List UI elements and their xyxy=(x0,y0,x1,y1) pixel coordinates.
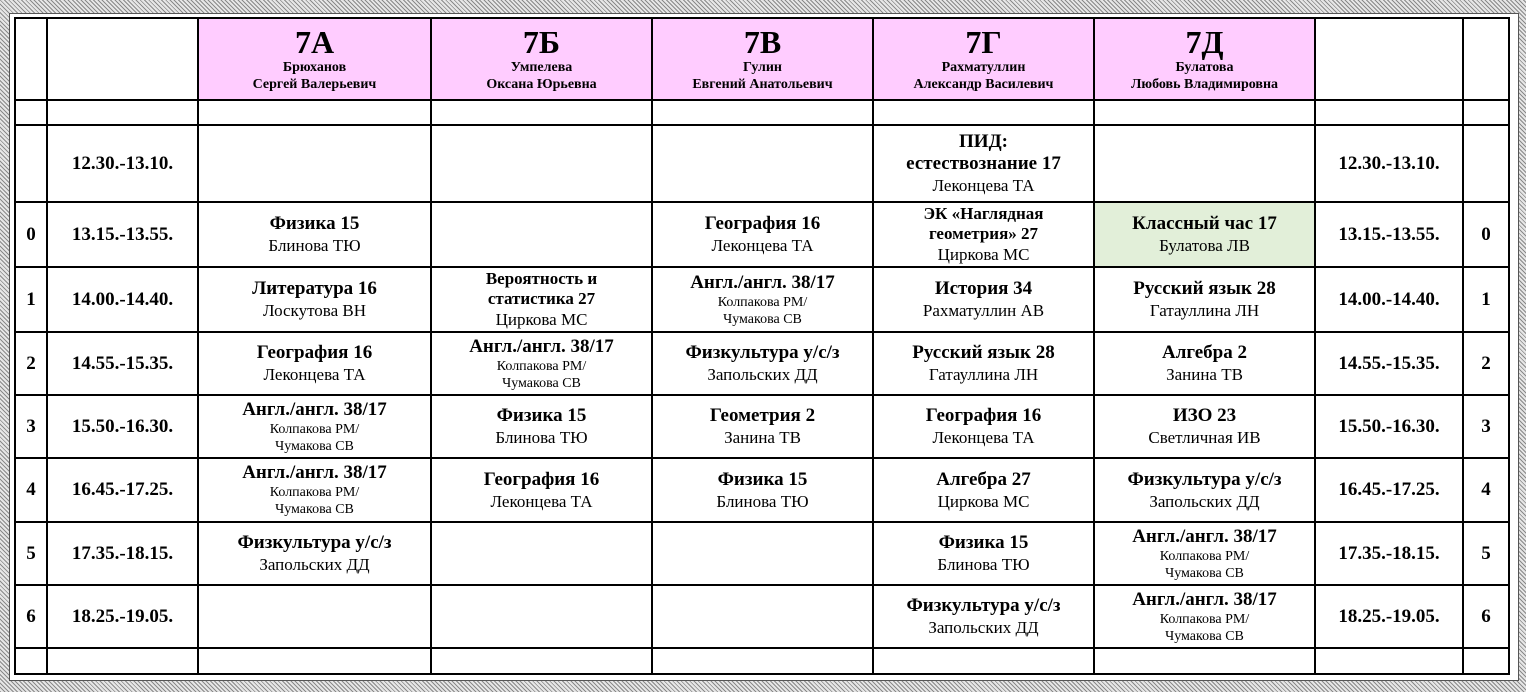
lesson-cell xyxy=(1094,458,1315,522)
teacher-name: Леконцева ТА xyxy=(932,428,1035,447)
lesson-cell xyxy=(431,202,652,267)
lesson-time-right: 14.55.-15.35. xyxy=(1315,332,1463,395)
subject-name: Англ./англ. 38/17 xyxy=(1132,588,1277,610)
class-header-7d xyxy=(1094,18,1315,100)
lesson-time-right: 12.30.-13.10. xyxy=(1315,125,1463,202)
lesson-cell xyxy=(431,267,652,332)
lesson-time-right: 15.50.-16.30. xyxy=(1315,395,1463,458)
lesson-number: 2 xyxy=(15,332,47,395)
class-teacher-surname: Рахматуллин xyxy=(941,60,1026,75)
class-header-7b xyxy=(431,18,652,100)
lesson-number-right xyxy=(1463,125,1509,202)
subject-name: Геометрия 2 xyxy=(709,405,816,426)
teacher-name: Блинова ТЮ xyxy=(716,491,809,511)
teacher-name-2: Чумакова СВ xyxy=(502,375,581,391)
lesson-time-right: 17.35.-18.15. xyxy=(1315,522,1463,585)
subject-name: Алгебра 2 xyxy=(1161,342,1247,363)
class-teacher-surname: Умпелева xyxy=(510,60,573,75)
lesson-cell xyxy=(652,522,873,585)
teacher-name: Колпакова РМ/ xyxy=(269,421,360,437)
subject-name: Англ./англ. 38/17 xyxy=(1132,525,1277,547)
teacher-name: Запольских ДД xyxy=(928,618,1039,637)
lesson-number: 4 xyxy=(15,458,47,522)
subject-name-cont: статистика 27 xyxy=(487,289,596,308)
lesson-time: 14.00.-14.40. xyxy=(47,267,198,332)
class-teacher-surname: Гулин xyxy=(742,60,782,75)
class-header-7a xyxy=(198,18,431,100)
class-code: 7Д xyxy=(1185,24,1224,60)
teacher-name: Колпакова РМ/ xyxy=(1159,611,1250,627)
subject-name: Физика 15 xyxy=(269,213,360,234)
lesson-cell xyxy=(198,332,431,395)
teacher-name: Леконцева ТА xyxy=(711,236,814,255)
lesson-row xyxy=(15,522,1509,585)
header-corner-num xyxy=(15,18,47,100)
lesson-number: 0 xyxy=(15,202,47,267)
subject-name: Физика 15 xyxy=(938,532,1029,553)
header-corner-num-right xyxy=(1463,18,1509,100)
subject-name: ИЗО 23 xyxy=(1172,405,1237,426)
lesson-cell xyxy=(1094,125,1315,202)
subject-name: Физика 15 xyxy=(717,468,808,490)
lesson-number-right: 3 xyxy=(1463,395,1509,458)
lesson-cell xyxy=(873,125,1094,202)
subject-name: Классный час 17 xyxy=(1132,213,1277,234)
teacher-name: Колпакова РМ/ xyxy=(717,294,808,310)
teacher-name-2: Чумакова СВ xyxy=(1165,628,1244,644)
lesson-number-right: 0 xyxy=(1463,202,1509,267)
lesson-number: 1 xyxy=(15,267,47,332)
lesson-number-right: 2 xyxy=(1463,332,1509,395)
teacher-name: Гатауллина ЛН xyxy=(928,365,1039,384)
teacher-name: Рахматуллин АВ xyxy=(922,301,1045,320)
subject-name-cont: естествознание 17 xyxy=(906,153,1061,174)
lesson-cell xyxy=(873,202,1094,267)
lesson-time: 15.50.-16.30. xyxy=(47,395,198,458)
header-row xyxy=(15,18,1509,100)
lesson-cell xyxy=(431,332,652,395)
lesson-time: 13.15.-13.55. xyxy=(47,202,198,267)
subject-name: Физкультура у/с/з xyxy=(237,532,392,553)
teacher-name: Циркова МС xyxy=(937,491,1030,511)
lesson-time-right: 14.00.-14.40. xyxy=(1315,267,1463,332)
teacher-name: Гатауллина ЛН xyxy=(1149,301,1260,320)
subject-name: География 16 xyxy=(483,468,600,490)
lesson-time-right: 13.15.-13.55. xyxy=(1315,202,1463,267)
class-teacher-surname: Булатова xyxy=(1175,60,1234,75)
header-corner-time xyxy=(47,18,198,100)
subject-name: Англ./англ. 38/17 xyxy=(242,462,387,483)
lesson-cell xyxy=(198,202,431,267)
subject-name: География 16 xyxy=(704,213,821,234)
subject-name: Русский язык 28 xyxy=(912,342,1055,363)
teacher-name-2: Чумакова СВ xyxy=(275,438,354,454)
lesson-number-right: 5 xyxy=(1463,522,1509,585)
schedule-table xyxy=(14,17,1510,675)
lesson-cell xyxy=(652,125,873,202)
teacher-name-2: Чумакова СВ xyxy=(723,311,802,327)
subject-name: Англ./англ. 38/17 xyxy=(242,398,387,420)
subject-name: ПИД: xyxy=(959,131,1008,152)
teacher-name: Циркова МС xyxy=(937,245,1030,264)
lesson-row xyxy=(15,267,1509,332)
lesson-cell xyxy=(1094,332,1315,395)
lesson-cell xyxy=(1094,267,1315,332)
class-teacher-name: Любовь Владимировна xyxy=(1130,77,1279,92)
subject-name: Англ./англ. 38/17 xyxy=(469,335,614,357)
spacer-row xyxy=(15,100,1509,125)
class-code: 7В xyxy=(743,24,782,60)
class-teacher-name: Александр Василевич xyxy=(913,77,1054,92)
lesson-rows xyxy=(15,125,1509,648)
lesson-cell xyxy=(873,585,1094,648)
subject-name: Вероятность и xyxy=(485,269,598,288)
teacher-name: Лоскутова ВН xyxy=(262,301,366,320)
lesson-cell xyxy=(198,267,431,332)
class-teacher-name: Оксана Юрьевна xyxy=(486,77,597,92)
subject-name: География 16 xyxy=(925,405,1042,426)
subject-name: ЭК «Наглядная xyxy=(923,204,1044,223)
class-code: 7А xyxy=(294,24,335,60)
lesson-time: 17.35.-18.15. xyxy=(47,522,198,585)
lesson-cell xyxy=(431,585,652,648)
lesson-number-right: 1 xyxy=(1463,267,1509,332)
lesson-cell xyxy=(198,585,431,648)
class-header-7g xyxy=(873,18,1094,100)
teacher-name-2: Чумакова СВ xyxy=(1165,565,1244,581)
lesson-cell xyxy=(652,202,873,267)
teacher-name: Занина ТВ xyxy=(724,428,801,447)
lesson-cell xyxy=(198,125,431,202)
subject-name: Физкультура у/с/з xyxy=(906,595,1061,616)
class-teacher-surname: Брюханов xyxy=(282,60,347,75)
subject-name: Физкультура у/с/з xyxy=(1127,468,1282,490)
teacher-name: Светличная ИВ xyxy=(1148,428,1261,447)
teacher-name: Леконцева ТА xyxy=(263,365,366,384)
teacher-name: Колпакова РМ/ xyxy=(269,485,360,500)
lesson-cell xyxy=(431,458,652,522)
schedule-sheet xyxy=(9,13,1519,681)
teacher-name: Блинова ТЮ xyxy=(495,428,588,447)
spacer-row xyxy=(15,648,1509,674)
lesson-cell xyxy=(198,522,431,585)
subject-name: Русский язык 28 xyxy=(1133,278,1276,299)
header-corner-time-right xyxy=(1315,18,1463,100)
teacher-name: Блинова ТЮ xyxy=(937,555,1030,574)
lesson-cell xyxy=(652,332,873,395)
teacher-name: Занина ТВ xyxy=(1166,365,1243,384)
lesson-row xyxy=(15,585,1509,648)
class-teacher-name: Евгений Анатольевич xyxy=(692,77,833,92)
lesson-row xyxy=(15,125,1509,202)
lesson-cell xyxy=(652,585,873,648)
teacher-name: Колпакова РМ/ xyxy=(496,358,587,374)
lesson-number: 5 xyxy=(15,522,47,585)
lesson-time: 18.25.-19.05. xyxy=(47,585,198,648)
lesson-number-right: 4 xyxy=(1463,458,1509,522)
class-header-7v xyxy=(652,18,873,100)
class-code: 7Г xyxy=(965,24,1002,60)
lesson-cell xyxy=(873,395,1094,458)
lesson-cell xyxy=(873,267,1094,332)
subject-name: Литература 16 xyxy=(252,278,377,299)
subject-name: Англ./англ. 38/17 xyxy=(690,271,835,293)
lesson-cell xyxy=(198,458,431,522)
teacher-name: Булатова ЛВ xyxy=(1159,236,1250,255)
lesson-time: 14.55.-15.35. xyxy=(47,332,198,395)
lesson-cell xyxy=(652,395,873,458)
lesson-cell xyxy=(431,395,652,458)
lesson-number: 6 xyxy=(15,585,47,648)
subject-name-cont: геометрия» 27 xyxy=(928,224,1039,243)
lesson-number: 3 xyxy=(15,395,47,458)
teacher-name: Блинова ТЮ xyxy=(268,236,361,255)
lesson-cell xyxy=(873,332,1094,395)
lesson-cell xyxy=(431,125,652,202)
teacher-name: Запольских ДД xyxy=(259,555,370,574)
lesson-cell xyxy=(873,458,1094,522)
lesson-cell xyxy=(198,395,431,458)
teacher-name: Леконцева ТА xyxy=(932,176,1035,195)
lesson-time-right: 18.25.-19.05. xyxy=(1315,585,1463,648)
lesson-cell xyxy=(652,267,873,332)
subject-name: Физика 15 xyxy=(496,405,587,426)
lesson-cell xyxy=(652,458,873,522)
lesson-row xyxy=(15,202,1509,267)
teacher-name-2: Чумакова СВ xyxy=(275,502,354,517)
class-teacher-name: Сергей Валерьевич xyxy=(252,77,377,92)
teacher-name: Запольских ДД xyxy=(707,365,818,384)
lesson-cell xyxy=(873,522,1094,585)
lesson-time-right: 16.45.-17.25. xyxy=(1315,458,1463,522)
teacher-name: Леконцева ТА xyxy=(490,491,593,511)
subject-name: Физкультура у/с/з xyxy=(685,342,840,363)
lesson-number xyxy=(15,125,47,202)
lesson-cell xyxy=(1094,202,1315,267)
lesson-row xyxy=(15,458,1509,522)
lesson-number-right: 6 xyxy=(1463,585,1509,648)
class-code: 7Б xyxy=(522,24,561,60)
lesson-cell xyxy=(1094,395,1315,458)
lesson-row xyxy=(15,332,1509,395)
subject-name: Алгебра 27 xyxy=(936,468,1031,490)
lesson-time: 12.30.-13.10. xyxy=(47,125,198,202)
lesson-cell xyxy=(1094,585,1315,648)
teacher-name: Колпакова РМ/ xyxy=(1159,548,1250,564)
lesson-row xyxy=(15,395,1509,458)
lesson-time: 16.45.-17.25. xyxy=(47,458,198,522)
lesson-cell xyxy=(431,522,652,585)
teacher-name: Циркова МС xyxy=(495,310,588,329)
subject-name: История 34 xyxy=(934,278,1033,299)
teacher-name: Запольских ДД xyxy=(1149,491,1260,511)
lesson-cell xyxy=(1094,522,1315,585)
subject-name: География 16 xyxy=(256,342,373,363)
